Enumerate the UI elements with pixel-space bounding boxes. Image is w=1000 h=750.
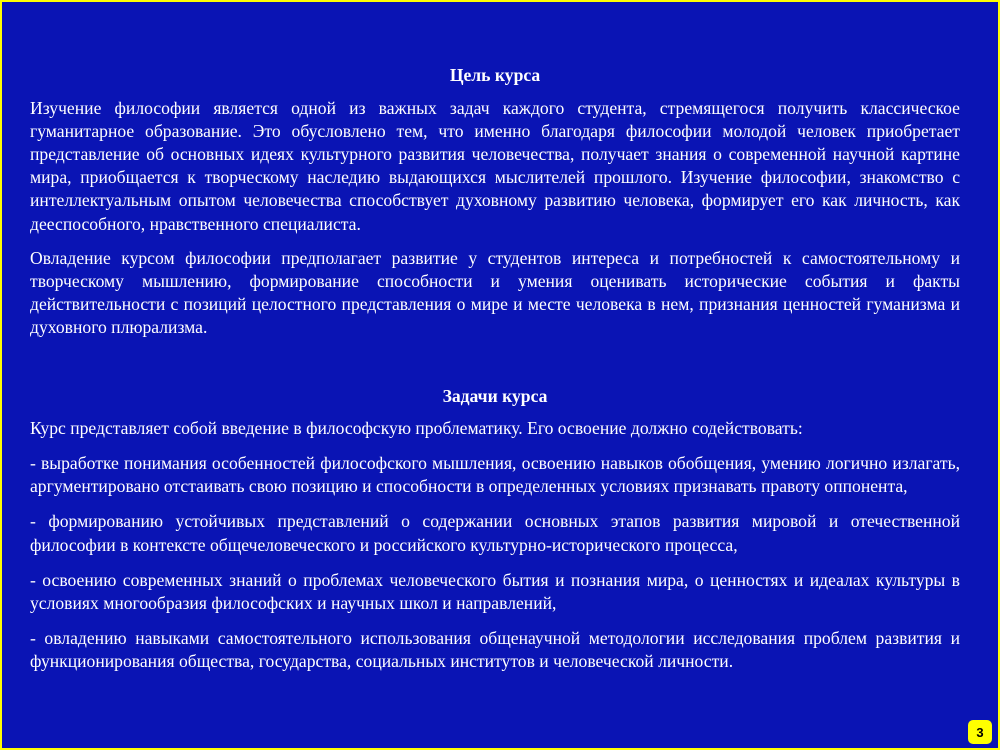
task-item-3: - освоению современных знаний о проблемах человеческого бытия и познания мира, о ценностях и идеалах культуры в условиях многообразия философских и научных школ и направлений, bbox=[30, 569, 960, 613]
slide bbox=[2, 2, 998, 748]
slide-content bbox=[30, 60, 960, 685]
goal-paragraph-1: Изучение философии является одной из важных задач каждого студента, стремящегося получить классическое гуманитарное образование. Это обусловлено тем, что именно благодаря философии молодой человек приобретает представление об основных идеях культурного развития человечества, получает знания о современной научной картине мира, приобщается к творческому наследию выдающихся мыслителей прошлого. Изучение философии, знакомство с интеллектуальным опытом человечества способствует духовному развитию человека, формирует его как личность, как дееспособного, нравственного специалиста. bbox=[30, 98, 960, 234]
task-item-1: - выработке понимания особенностей философского мышления, освоению навыков обобщения, умению логично излагать, аргументировано отстаивать свою позицию и способности в определенных условиях признавать правоту оппонента, bbox=[30, 453, 960, 497]
task-item-4: - овладению навыками самостоятельного использования общенаучной методологии исследования проблем развития и функционирования общества, государства, социальных институтов и человеческой личности. bbox=[30, 627, 960, 671]
goal-paragraph-2: Овладение курсом философии предполагает развитие у студентов интереса и потребностей к самостоятельному и творческому мышлению, формирование способности и умения оценивать исторические события и факты действительности с позиций целостного представления о мире и месте человека в нем, признания ценностей гуманизма и духовного плюрализма. bbox=[30, 247, 960, 337]
goal-heading: Цель курса bbox=[449, 65, 541, 85]
task-item-2: - формированию устойчивых представлений о содержании основных этапов развития мировой и отечественной философии в контексте общечеловеческого и российского культурно-исторического процесса, bbox=[30, 511, 960, 555]
page-number-badge: 3 bbox=[968, 720, 992, 744]
tasks-intro: Курс представляет собой введение в философскую проблематику. Его освоение должно содействовать: bbox=[30, 418, 803, 439]
tasks-heading: Задачи курса bbox=[442, 386, 548, 407]
